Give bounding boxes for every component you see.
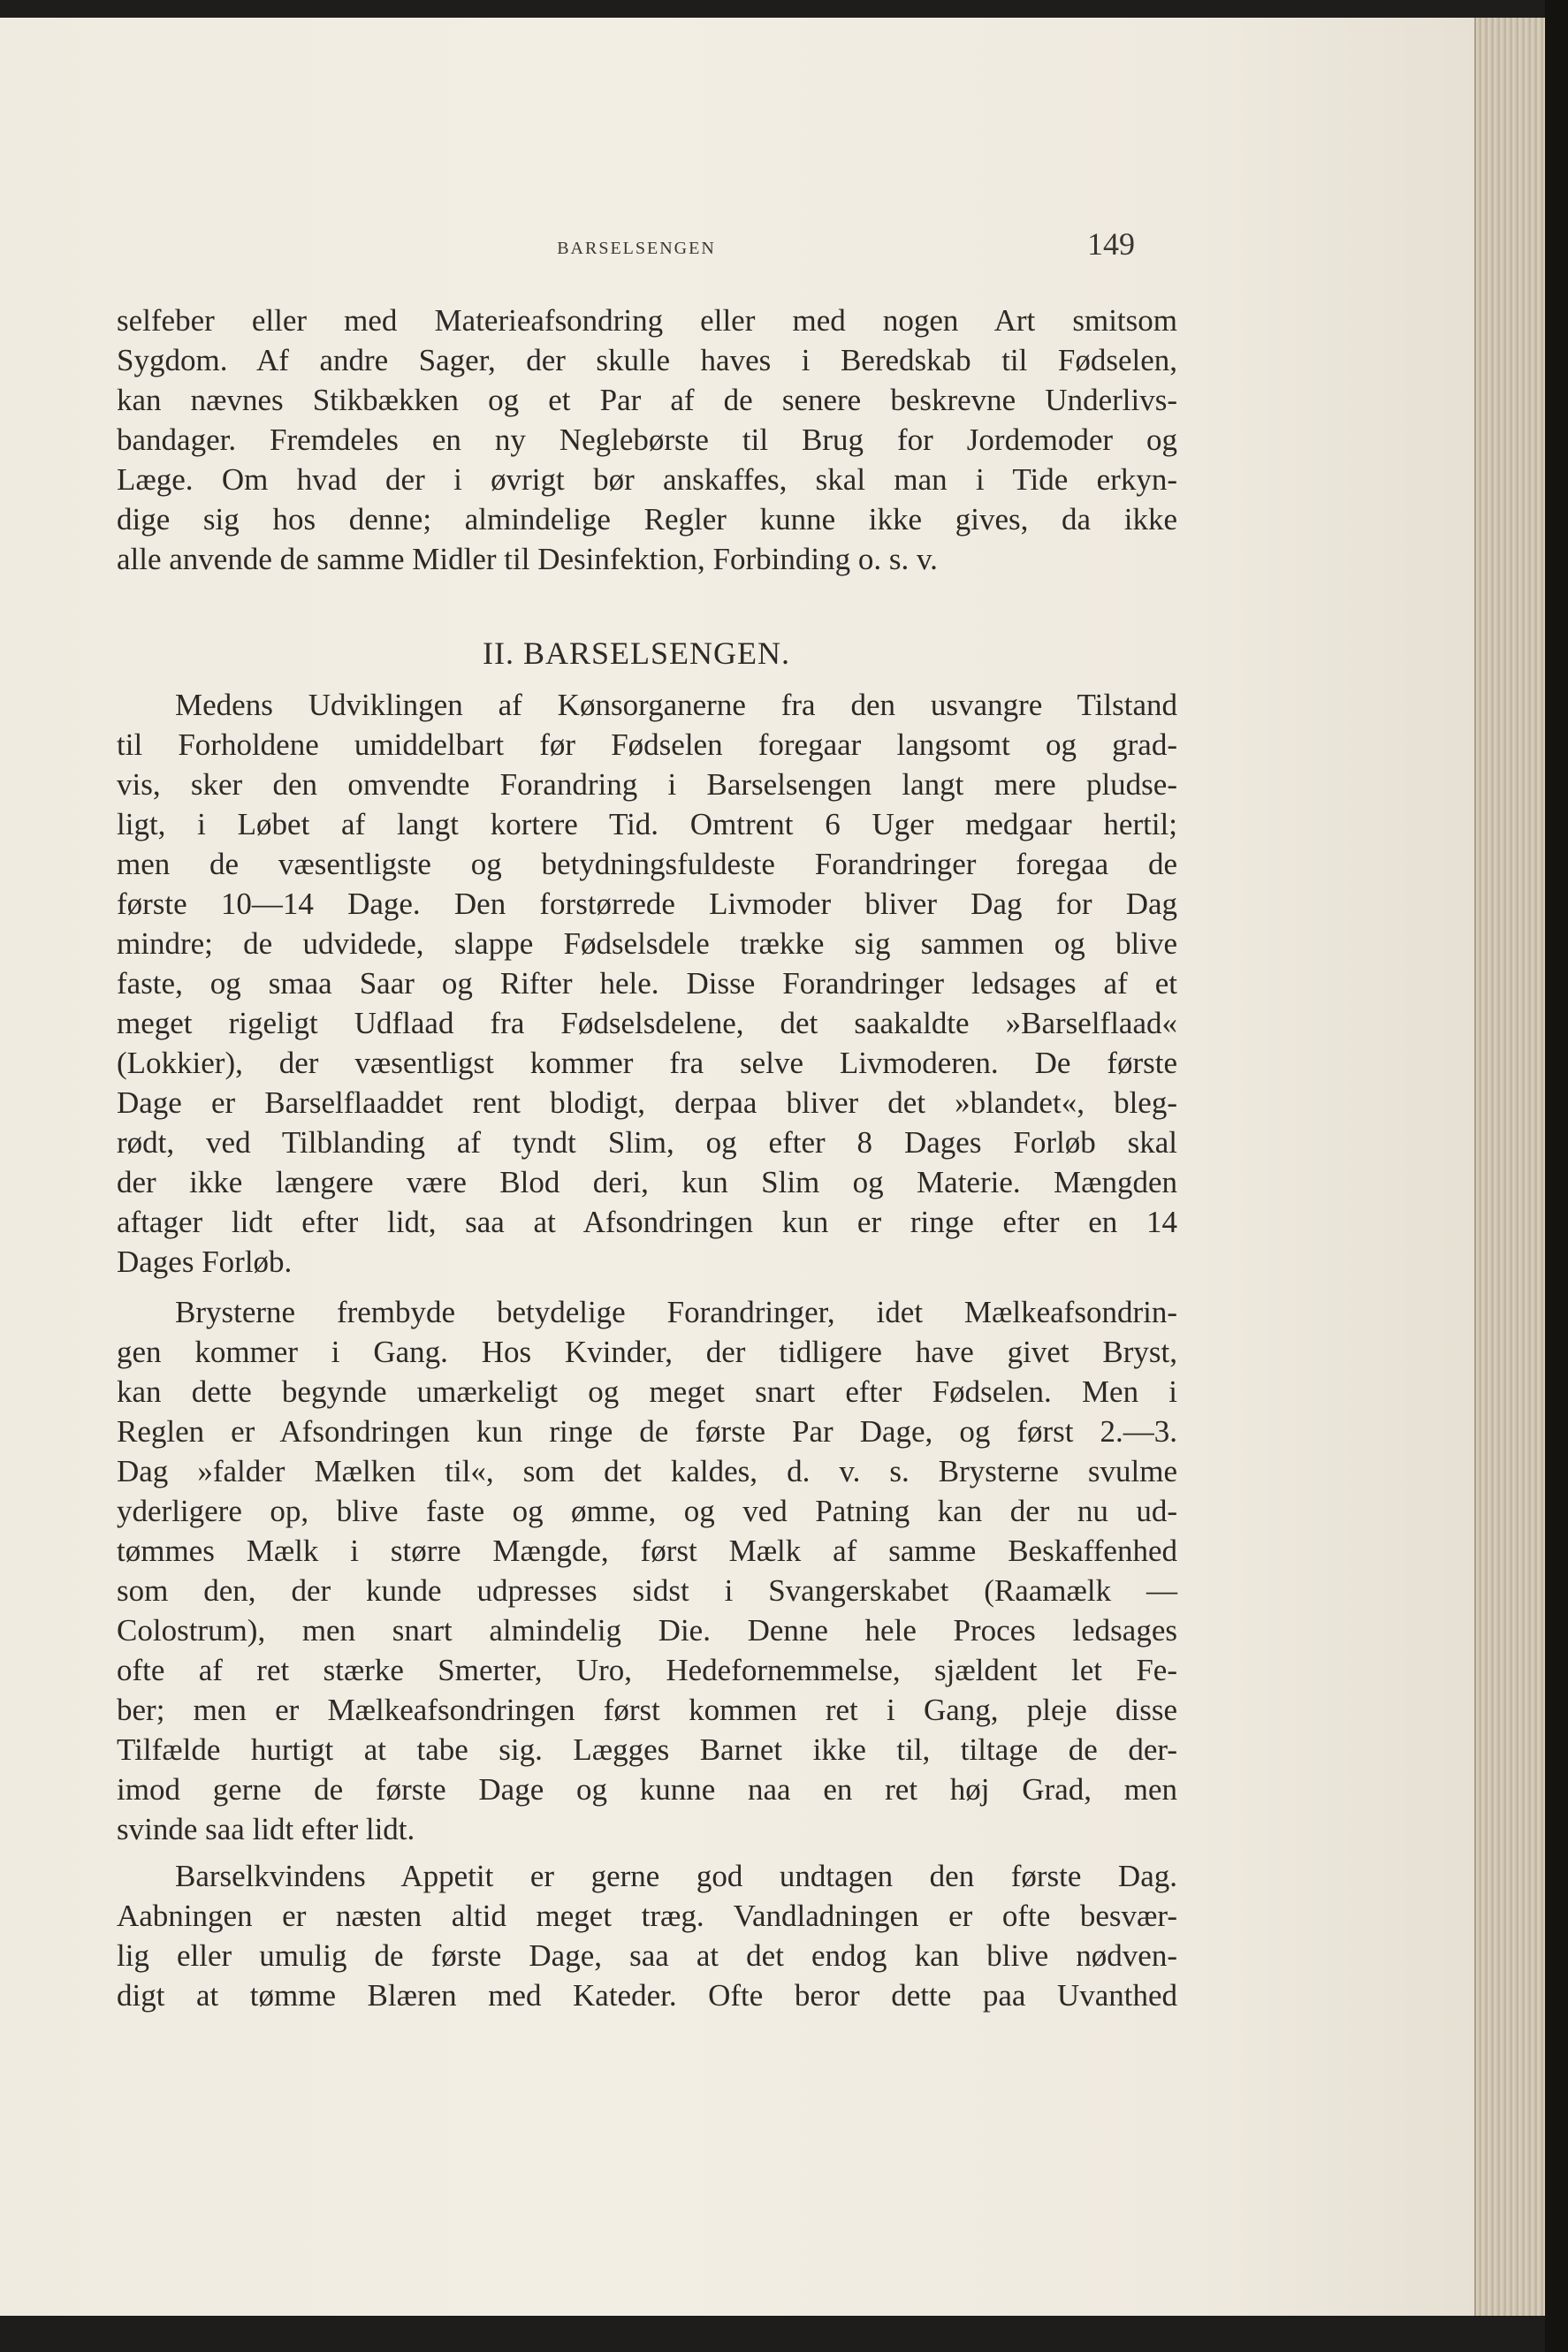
text-line: imod gerne de første Dage og kunne naa en ret høj Grad, men <box>117 1772 1177 1807</box>
text-line: ligt, i Løbet af langt kortere Tid. Omtrent 6 Uger medgaar hertil; <box>117 807 1177 841</box>
text-line: meget rigeligt Udflaad fra Fødselsdelene, det saakaldte »Barselflaad« <box>117 1006 1177 1040</box>
page-number: 149 <box>1087 226 1135 262</box>
text-line: til Forholdene umiddelbart før Fødselen foregaar langsomt og grad- <box>117 727 1177 762</box>
text-line: aftager lidt efter lidt, saa at Afsondringen kun er ringe efter en 14 <box>117 1205 1177 1239</box>
text-line: faste, og smaa Saar og Rifter hele. Disse Forandringer ledsages af et <box>117 966 1177 1001</box>
text-line: Læge. Om hvad der i øvrigt bør anskaffes, skal man i Tide erkyn- <box>117 462 1177 497</box>
text-line: Barselkvindens Appetit er gerne god undtagen den første Dag. <box>175 1859 1177 1893</box>
section-heading: II. BARSELSENGEN. <box>483 636 790 671</box>
text-line: Sygdom. Af andre Sager, der skulle haves i Beredskab til Fødselen, <box>117 343 1177 377</box>
text-line: tømmes Mælk i større Mængde, først Mælk af samme Beskaffenhed <box>117 1534 1177 1568</box>
text-line: første 10—14 Dage. Den forstørrede Livmoder bliver Dag for Dag <box>117 887 1177 921</box>
text-line: digt at tømme Blæren med Kateder. Ofte beror dette paa Uvanthed <box>117 1978 1177 2013</box>
text-line: kan dette begynde umærkeligt og meget snart efter Fødselen. Men i <box>117 1374 1177 1409</box>
text-line: men de væsentligste og betydningsfuldeste Forandringer foregaa de <box>117 847 1177 881</box>
text-line: Dages Forløb. <box>117 1245 293 1279</box>
text-line: lig eller umulig de første Dage, saa at det endog kan blive nødven- <box>117 1938 1177 1973</box>
text-line: vis, sker den omvendte Forandring i Barselsengen langt mere pludse- <box>117 767 1177 802</box>
text-line: gen kommer i Gang. Hos Kvinder, der tidligere have givet Bryst, <box>117 1335 1177 1369</box>
text-line: rødt, ved Tilblanding af tyndt Slim, og efter 8 Dages Forløb skal <box>117 1125 1177 1160</box>
text-line: Medens Udviklingen af Kønsorganerne fra den usvangre Tilstand <box>175 688 1177 722</box>
text-line: selfeber eller med Materieafsondring eller med nogen Art smitsom <box>117 303 1177 338</box>
text-line: alle anvende de samme Midler til Desinfektion, Forbinding o. s. v. <box>117 542 938 576</box>
text-line: kan nævnes Stikbækken og et Par af de senere beskrevne Underlivs- <box>117 383 1177 417</box>
text-line: (Lokkier), der væsentligst kommer fra selve Livmoderen. De første <box>117 1046 1177 1080</box>
text-line: Reglen er Afsondringen kun ringe de første Par Dage, og først 2.—3. <box>117 1414 1177 1449</box>
book-cover-edge <box>1545 0 1568 2352</box>
text-line: svinde saa lidt efter lidt. <box>117 1812 415 1846</box>
text-line: Brysterne frembyde betydelige Forandringer, idet Mælkeafsondrin- <box>175 1295 1177 1329</box>
text-line: ber; men er Mælkeafsondringen først kommen ret i Gang, pleje disse <box>117 1693 1177 1727</box>
text-line: som den, der kunde udpresses sidst i Svangerskabet (Raamælk — <box>117 1573 1177 1608</box>
text-line: Tilfælde hurtigt at tabe sig. Lægges Barnet ikke til, tiltage de der- <box>117 1732 1177 1767</box>
text-line: Colostrum), men snart almindelig Die. Denne hele Proces ledsages <box>117 1613 1177 1648</box>
text-line: Dage er Barselflaaddet rent blodigt, derpaa bliver det »blandet«, bleg- <box>117 1085 1177 1120</box>
running-header: BARSELSENGEN <box>557 239 716 258</box>
text-line: dige sig hos denne; almindelige Regler kunne ikke gives, da ikke <box>117 502 1177 537</box>
text-line: bandager. Fremdeles en ny Neglebørste til Brug for Jordemoder og <box>117 422 1177 457</box>
text-line: Aabningen er næsten altid meget træg. Vandladningen er ofte besvær- <box>117 1899 1177 1933</box>
text-line: ofte af ret stærke Smerter, Uro, Hedefornemmelse, sjældent let Fe- <box>117 1653 1177 1687</box>
text-line: mindre; de udvidede, slappe Fødselsdele trække sig sammen og blive <box>117 926 1177 961</box>
text-line: yderligere op, blive faste og ømme, og ved Patning kan der nu ud- <box>117 1494 1177 1528</box>
text-line: der ikke længere være Blod deri, kun Slim og Materie. Mængden <box>117 1165 1177 1199</box>
text-line: Dag »falder Mælken til«, som det kaldes, d. v. s. Brysterne svulme <box>117 1454 1177 1488</box>
page-edges <box>1474 18 1547 2316</box>
